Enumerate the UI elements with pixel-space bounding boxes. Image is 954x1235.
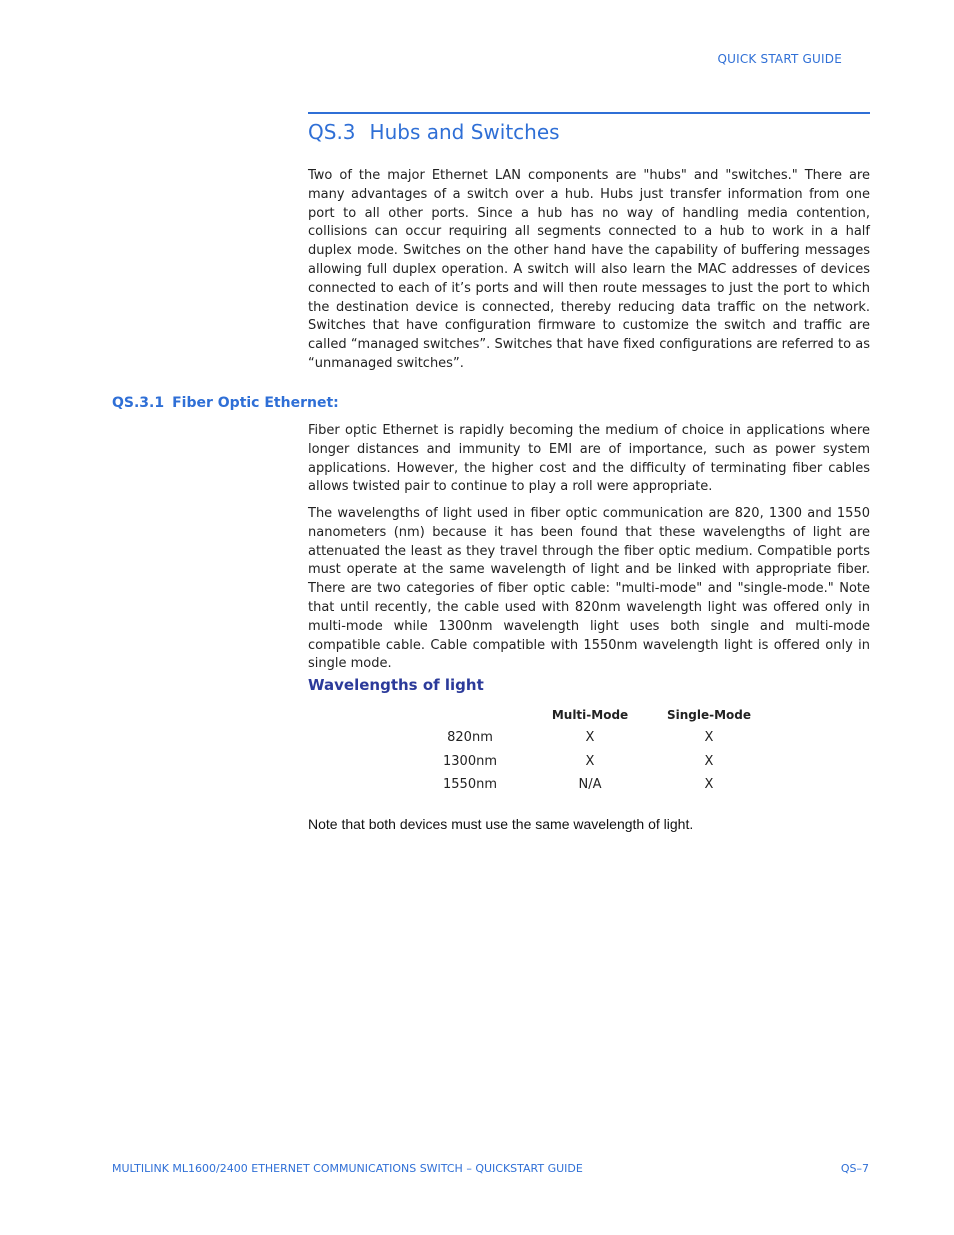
table-header-cell: Single-Mode <box>666 708 752 722</box>
table-cell: N/A <box>578 777 602 793</box>
table-cell: X <box>704 777 714 793</box>
table-header-cell <box>410 704 530 726</box>
section-paragraph: Two of the major Ethernet LAN components are "hubs" and "switches." There are many advantages of a switch over a hub. Hubs just transfer information from one port to all other ports. Since a hub has no way of handling media contention, collisions can occur requiring all segments connected to a hub to work in a half duplex mode. Switches on the other hand have the capability of buffering messages allowing full duplex operation. A switch will also learn the MAC addresses of devices connected to each of it’s ports and will then route messages to just the port to which the destination device is connected, thereby reducing data traffic on the network. Switches that have configuration firmware to customize the switch and traffic are called “managed switches”. Switches that have fixed configurations are referred to as “unmanaged switches”. <box>308 168 870 371</box>
running-header: QUICK START GUIDE <box>717 52 842 66</box>
subsection-paragraph-1: Fiber optic Ethernet is rapidly becoming the medium of choice in applications where longer distances and immunity to EMI are of importance, such as power system applications. However, the higher cost and the difficulty of terminating fiber cables allows twisted pair to continue to play a roll were appropriate. <box>308 423 870 495</box>
subsection-title-text: Fiber Optic Ethernet: <box>172 395 339 411</box>
table-cell: X <box>704 753 714 769</box>
table-caption: Wavelengths of light <box>308 676 484 694</box>
table-cell: X <box>704 730 714 746</box>
table-cell: 820nm <box>447 730 493 746</box>
page-number: QS–7 <box>840 1162 869 1175</box>
wavelengths-table <box>410 704 768 797</box>
table-row <box>410 726 768 750</box>
table-cell: 1300nm <box>443 753 497 769</box>
table-cell: 1550nm <box>443 777 497 793</box>
section-title <box>308 120 560 144</box>
subsection-paragraph-2: The wavelengths of light used in fiber optic communication are 820, 1300 and 1550 nanometers (nm) because it has been found that these wavelengths of light are attenuated the least as they travel through the fiber optic medium. Compatible ports must operate at the same wavelength of light and be linked with appropriate fiber. There are two categories of fiber optic cable: "multi-mode" and "single-mode." Note that until recently, the cable used with 820nm wavelength light was offered only in multi-mode while 1300nm wavelength light uses both single and multi-mode compatible cable. Cable compatible with 1550nm wavelength light is offered only in single mode. <box>308 506 870 672</box>
subsection-number: QS.3.1 <box>112 395 165 411</box>
subsection-title <box>112 395 339 411</box>
table-row <box>410 750 768 774</box>
table-row <box>410 773 768 797</box>
table-header-cell: Multi-Mode <box>551 708 629 722</box>
footer-title: MULTILINK ML1600/2400 ETHERNET COMMUNICATIONS SWITCH – QUICKSTART GUIDE <box>112 1162 583 1175</box>
table-cell: X <box>585 753 595 769</box>
table-header-row <box>410 704 768 726</box>
section-number: QS.3 <box>308 120 356 144</box>
section-rule <box>308 112 870 114</box>
section-title-text: Hubs and Switches <box>369 120 560 144</box>
table-cell: X <box>585 730 595 746</box>
note-text: Note that both devices must use the same wavelength of light. <box>308 816 694 832</box>
